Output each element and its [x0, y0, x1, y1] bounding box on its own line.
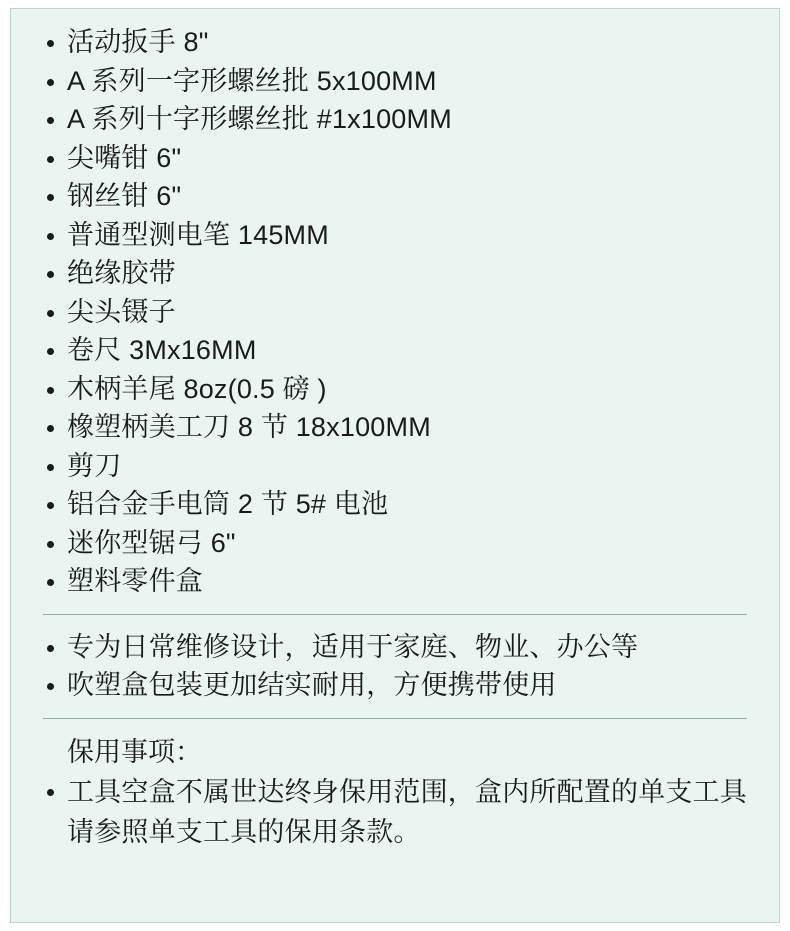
list-item: A 系列一字形螺丝批 5x100MM: [37, 62, 753, 101]
list-item: 工具空盒不属世达终身保用范围，盒内所配置的单支工具请参照单支工具的保用条款。: [37, 772, 753, 852]
list-item: 尖嘴钳 6": [37, 139, 753, 178]
list-item: 活动扳手 8": [37, 23, 753, 62]
list-item: 普通型测电笔 145MM: [37, 216, 753, 255]
list-item: 迷你型锯弓 6": [37, 524, 753, 563]
list-item: 专为日常维修设计，适用于家庭、物业、办公等: [37, 628, 753, 667]
spec-card: [10, 8, 780, 923]
list-item: 吹塑盒包装更加结实耐用，方便携带使用: [37, 666, 753, 705]
list-item: 卷尺 3Mx16MM: [37, 331, 753, 370]
list-item: 钢丝钳 6": [37, 177, 753, 216]
list-item: A 系列十字形螺丝批 #1x100MM: [37, 100, 753, 139]
list-item: 木柄羊尾 8oz(0.5 磅 ): [37, 370, 753, 409]
list-item: 绝缘胶带: [37, 254, 753, 293]
list-item: 橡塑柄美工刀 8 节 18x100MM: [37, 408, 753, 447]
warranty-heading: 保用事项：: [67, 736, 202, 767]
divider: [43, 718, 747, 719]
list-item: 铝合金手电筒 2 节 5# 电池: [37, 485, 753, 524]
package-contents-list: [37, 23, 753, 601]
list-item: 塑料零件盒: [37, 562, 753, 601]
list-item: 尖头镊子: [37, 293, 753, 332]
warranty-list: [37, 772, 753, 852]
features-list: [37, 628, 753, 705]
divider: [43, 614, 747, 615]
list-item: 剪刀: [37, 447, 753, 486]
